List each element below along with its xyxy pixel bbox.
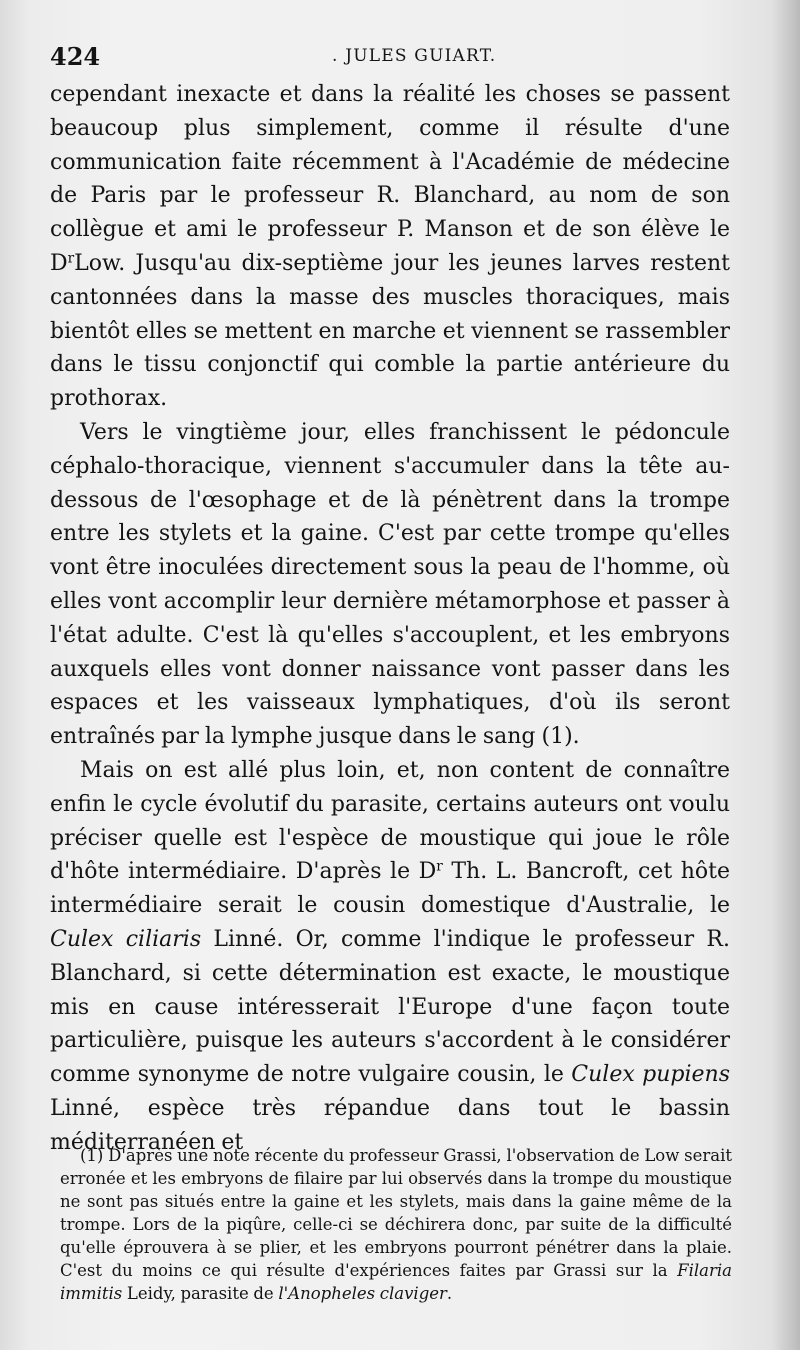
paragraph-3-text-4: Linné, espèce très répandue dans tout le bassin méditerranéen et [50, 1095, 730, 1155]
footnote-text-3: . [446, 1284, 453, 1303]
paragraph-1-text: cependant inexacte et dans la réalité les choses se passent beaucoup plus simplement, comme il résulte d'une communication faite récemment à l'Académie de médecine de Paris par le professeur R. Blanchard, au nom de son collègue et ami le professeur P. Manson et de son élève le D [50, 82, 730, 276]
footnote-paragraph [60, 1144, 732, 1305]
paragraph-1-text-after: Low. Jusqu'au dix-septième jour les jeunes larves restent cantonnées dans la masse des muscles thoraciques, mais bientôt elles se mettent en marche et viennent se rassembler dans le tissu conjonctif qui comble la partie antérieure du prothorax. [50, 250, 730, 412]
footnote [60, 1144, 732, 1305]
paragraph-3-text-1: Mais on est allé plus loin, et, non content de connaître enfin le cycle évolutif du parasite, certains auteurs ont voulu préciser quelle est l'espèce de moustique qui joue le rôle d'hôte intermédiaire. D'après le D [50, 757, 730, 885]
page-number: 424 [50, 42, 101, 71]
species-name: Culex pupiens [571, 1062, 730, 1088]
species-name: l'Anopheles claviger [278, 1284, 447, 1303]
paragraph-3-text-3: Linné. Or, comme l'indique le professeur R. Blanchard, si cette détermination est exacte, le moustique mis en cause intéresserait l'Europe d'une façon toute particulière, puisque les auteurs s'accordent à le considérer comme synonyme de notre vulgaire cousin, le [50, 926, 730, 1088]
superscript-r: r [436, 858, 443, 875]
paragraph-2: Vers le vingtième jour, elles franchissent le pédoncule céphalo-thoracique, viennent s'accumuler dans la tête au-dessous de l'œsophage et de là pénètrent dans la trompe entre les stylets et la gaine. C'est par cette trompe qu'elles vont être inoculées directement sous la peau de l'homme, où elles vont accomplir leur dernière métamorphose et passer à l'état adulte. C'est là qu'elles s'accouplent, et les embryons auxquels elles vont donner naissance vont passer dans les espaces et les vaisseaux lymphatiques, d'où ils seront entraînés par la lymphe jusque dans le sang (1). [50, 419, 730, 750]
page-edge-shadow [772, 0, 800, 1350]
running-title: . JULES GUIART. [332, 46, 497, 66]
superscript-r: r [67, 250, 75, 267]
footnote-text-2: Leidy, parasite de [122, 1284, 279, 1303]
paragraph-3 [50, 754, 730, 1160]
running-head [50, 38, 730, 72]
paragraph-3-text-2: Th. L. Bancroft, cet hôte intermédiaire serait le cousin domestique d'Australie, le [50, 859, 730, 919]
species-name: Filaria immitis [60, 1261, 732, 1303]
species-name: Culex ciliaris [50, 926, 202, 952]
paragraph-1 [50, 78, 730, 416]
body-text [50, 78, 730, 1160]
footnote-text-1: (1) D'après une note récente du professeur Grassi, l'observation de Low serait erronée et les embryons de filaire par lui observés dans la trompe du moustique ne sont pas situés entre la gaine et les stylets, mais dans la gaine même de la trompe. Lors de la piqûre, celle-ci se déchirera donc, par suite de la difficulté qu'elle éprouvera à se plier, et les embryons pourront pénétrer dans la plaie. C'est du moins ce qui résulte d'expériences faites par Grassi sur la [60, 1146, 732, 1280]
